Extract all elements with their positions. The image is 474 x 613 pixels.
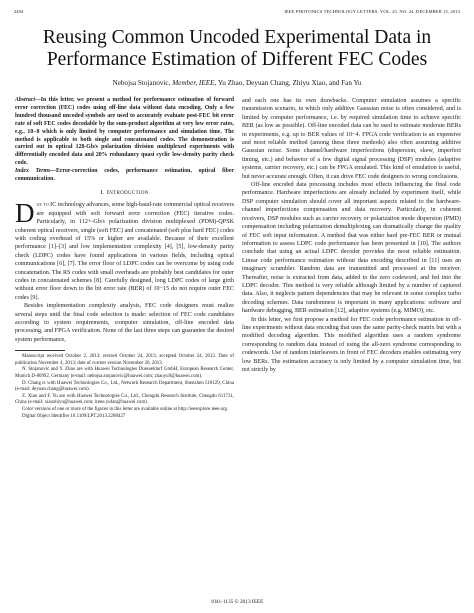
- intro-paragraph-2: Besides implementation complexity analysis, FEC code designers must realize several steps until the final code selection is made: selection of FEC code candidates according to system requirements, computer simulation, off-line encoded data processing, and FPGA verification. None of the last three steps can guarantee the desired system performance,: [15, 303, 234, 343]
- author-rest: Yu Zhao, Deyuan Chang, Zhiyu Xiao, and Fan Yu: [217, 79, 362, 87]
- copyright-footer: 1041-1135 © 2013 IEEE: [210, 599, 264, 605]
- footnote-affiliation-2: D. Chang is with Huawei Technologies Co., Ltd., Network Research Department, Shenzhen 518129, China (e-mail: deyuan.chang@huawei.com).: [15, 380, 234, 393]
- author-membership: Member, IEEE,: [172, 79, 217, 87]
- intro-paragraph-1-text: technology advances, some high-baud-rate commercial optical receivers are equipped with soft forward error correction (FEC) iterative codes. Particularly, in 112+-Gb/s polarization division multiplexed (PDM)-QPSK coherent optical receivers, single (soft FEC) and concatenated (soft plus hard FEC) codes with coding overhead of 15% or higher are available. Because of their excellent performance [1]–[3] and low implementation complexity [4], [5], low-density parity check (LDPC) codes have found applications in various fields, including optical communications [6], [7]. The error floor of LDPC codes can be overcome by using code concatenation. The RS codes with small overheads are probably best candidates for outer codes in concatenated schemes [8]. Carefully designed, long LDPC codes of large girth without error floor down to the bit error rate (BER) of 10−15 do not require outer FEC codes [9].: [15, 202, 234, 301]
- index-terms: [15, 168, 234, 184]
- running-head: [14, 9, 460, 17]
- paper-title: [0, 27, 474, 71]
- paper-title-line-2: Performance Estimation of Different FEC Codes: [46, 49, 428, 70]
- footnote-color-versions: Color versions of one or more of the figures in this letter are available online at http://ieeexplore.ieee.org.: [22, 407, 229, 413]
- author-first: Nebojsa Stojanovic,: [112, 79, 171, 87]
- abstract-text: In this letter, we present a method for performance estimation of forward error correction (FEC) codes using off-line data without data encoding. Only a few hundred thousand uncoded symbols are used to accurately evaluate post-FEC bit error rate of soft FEC codes decodable by the sum-product algorithm at very low error rates, e.g., 10−8 which is only limited by computer performance and simulation time. The method is applicable to both single and concatenated codes. The demonstration is carried out in optical 128-Gb/s polarization division multiplexed experiments with differentially encoded data and 20% redundancy quasi cyclic low-density parity check code.: [15, 97, 234, 167]
- author-list: [0, 79, 474, 87]
- index-terms-text: Error-correction codes, performance estimation, optical fiber communication.: [15, 168, 235, 183]
- left-column: [15, 97, 234, 420]
- intro-lead-words: ue to IC: [36, 202, 57, 209]
- footnote-rule: [15, 350, 65, 351]
- section-heading-introduction: I. Introduction: [100, 188, 149, 196]
- footnote-doi: Digital Object Identifier 10.1109/LPT.2013.2288427: [22, 413, 126, 419]
- abstract: [15, 97, 234, 168]
- right-paragraph-2: Off-line encoded data processing includes most effects influencing the final code performance. Hardware imperfections are already included by experiment itself, while DSP computer simulation should cover all important aspects related to the hardware-channel imperfections compensation and data recovery. Particularly, in coherent receivers, DSP modules such as carrier recovery or polarization mode dispersion (PMD) compensation including polarization demultiplexing can dramatically change the quality of FEC soft input information. A method that was either hard pre-FEC BER or mutual information to assess LDPC code performance has been presented in [10]. The authors conclude that using an actual LDPC decoder provides the most reliable estimation. Linear code performance estimation without data encoding described in [11] uses an imaginary scrambler. Random data are transmitted and processed at the receiver. Thereafter, noise is extracted from data, added to the zero codeword, and fed into the LDPC decoder. This method is very reliable although limited by a number of captured data. Also, it neglects pattern dependencies that may be relevant in some complex turbo decoding schemes. Data randomness is important in many applications: software and hardware debugging, BER estimation [12], adaptive systems (e.g. MIMO), etc.: [242, 182, 461, 315]
- intro-paragraph-1: [15, 198, 234, 302]
- page-number: 2494: [14, 9, 24, 14]
- abstract-label: Abstract—: [15, 97, 41, 103]
- footnotes: [15, 354, 234, 420]
- right-paragraph-1: and each one has its own drawbacks. Computer simulation assumes a specific transmission scenario, in which only additive Gaussian noise is often considered, and is limited by computer performance, i.e. by required simulation time to achieve specific BER (as low as possible). Off-line encoded data can be used to estimate moderate BERs in experiments, e.g. up to BER values of 10−4. FPGA code verification is an expensive and most reliable method (among these three methods) also often assuming additive Gaussian noise. Some channel/hardware imperfections (dispersion, skew, imperfect timing, etc.) and behavior of a few digital signal processing (DSP) modules (adaptive systems, carrier recovery, etc.) can be FPGA emulated. This kind of emulation is useful, but never accurate enough. Often, it can drive FEC code designers to wrong conclusions.: [242, 98, 461, 180]
- footnote-manuscript: Manuscript received October 2, 2013; revised October 24, 2013; accepted October 24, 2013. Date of publication November 4, 2013; date of current version November 20, 2013.: [15, 354, 234, 366]
- paper-title-line-1: Reusing Common Uncoded Experimental Data in: [42, 27, 432, 48]
- drop-cap: D: [15, 198, 35, 229]
- footnote-affiliation-3: Z. Xiao and F. Yu are with Huawei Technologies Co., Ltd., Chengdu Research Institute, Chengdu 611731, China (e-mail: xiaozhiyu@huawei.com; irene.yufan@huawei.com).: [15, 393, 234, 406]
- right-paragraph-3: In this letter, we first propose a method for FEC code performance estimation in off-line experiments without data encoding that uses the same parity-check matrix but with a modified decoding algorithm. This modified algorithm uses a random syndrome corresponding to random data instead of using the all-zero syndrome corresponding to codewords. Use of random interleavers in front of FEC decoders enables estimating very low BERs. The estimation accuracy is only limited by a computer simulation time, but not strictly by: [242, 316, 461, 373]
- index-terms-label: Index Terms—: [15, 168, 57, 175]
- journal-name: IEEE PHOTONICS TECHNOLOGY LETTERS, VOL. 25, NO. 24, DECEMBER 15, 2013: [284, 9, 460, 14]
- footnote-affiliation-1: N. Stojanovic and Y. Zhao are with Huawei Technologies Duesseldorf GmbH, European Research Center, Munich D-80992, Germany (e-mail: nebojsa.stojanovic@huawei.com; zhaoyu9@huawei.com).: [15, 367, 234, 380]
- right-column: [242, 97, 461, 374]
